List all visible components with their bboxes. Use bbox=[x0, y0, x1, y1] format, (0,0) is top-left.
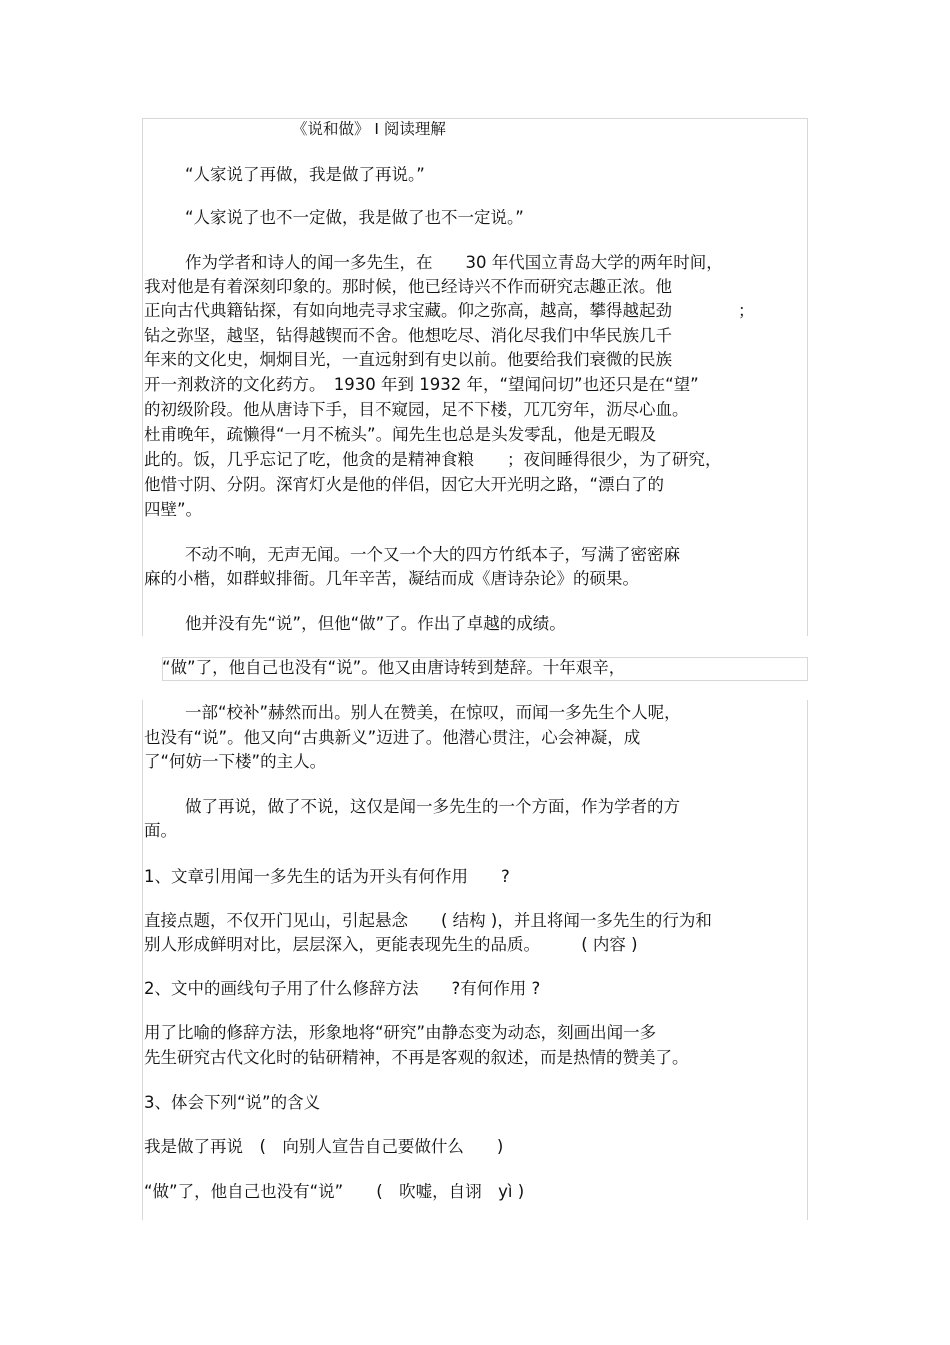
paragraph-line: 开一剂救济的文化药方。 1930 年到 1932 年，“望闻问切”也还只是在“望” bbox=[144, 375, 699, 394]
answer-line: 别人形成鲜明对比，层层深入，更能表现先生的品质。 ( 内容 ) bbox=[144, 935, 638, 954]
question-2: 2、文中的画线句子用了什么修辞方法 ?有何作用 ? bbox=[144, 979, 541, 998]
document-title: 《说和做》 I 阅读理解 bbox=[292, 120, 446, 138]
paragraph-line: 正向古代典籍钻探，有如向地壳寻求宝藏。仰之弥高，越高，攀得越起劲 ； bbox=[144, 301, 755, 320]
paragraph-line: 钻之弥坚，越坚，钻得越锲而不舍。他想吃尽、消化尽我们中华民族几千 bbox=[144, 326, 672, 345]
paragraph-line: 年来的文化史，炯炯目光，一直远射到有史以前。他要给我们衰微的民族 bbox=[144, 350, 672, 369]
paragraph-line: 他并没有先“说”，但他“做”了。作出了卓越的成绩。 bbox=[185, 614, 566, 633]
quote-line: “人家说了也不一定做，我是做了也不一定说。” bbox=[185, 208, 524, 227]
paragraph-line: 的初级阶段。他从唐诗下手，目不窥园，足不下楼，兀兀穷年，沥尽心血。 bbox=[144, 400, 689, 419]
answer-line: 直接点题，不仅开门见山，引起悬念 ( 结构 )，并且将闻一多先生的行为和 bbox=[144, 911, 712, 930]
paragraph-line: 杜甫晚年，疏懒得“一月不梳头”。闻先生也总是头发零乱，他是无暇及 bbox=[144, 425, 657, 444]
paragraph-line: 麻的小楷，如群蚁排衙。几年辛苦，凝结而成《唐诗杂论》的硕果。 bbox=[144, 569, 639, 588]
question-3: 3、体会下列“说”的含义 bbox=[144, 1093, 321, 1112]
paragraph-line: 面。 bbox=[144, 821, 177, 840]
paragraph-line: 此的。饭，几乎忘记了吃，他贪的是精神食粮 ；夜间睡得很少，为了研究， bbox=[144, 450, 722, 469]
paragraph-line: 了“何妨一下楼”的主人。 bbox=[144, 752, 327, 771]
paragraph-line: 也没有“说”。他又向“古典新义”迈进了。他潜心贯注，心会神凝，成 bbox=[144, 728, 641, 747]
quote-line: “人家说了再做，我是做了再说。” bbox=[185, 165, 425, 184]
question-1: 1、文章引用闻一多先生的话为开头有何作用 ? bbox=[144, 867, 510, 886]
paragraph-line: 不动不响，无声无闻。一个又一个大的四方竹纸本子，写满了密密麻 bbox=[185, 545, 680, 564]
paragraph-line: 作为学者和诗人的闻一多先生，在 30 年代国立青岛大学的两年时间， bbox=[185, 253, 723, 272]
answer-line: 我是做了再说 ( 向别人宣告自己要做什么 ) bbox=[144, 1137, 504, 1156]
paragraph-line: 一部“校补”赫然而出。别人在赞美，在惊叹，而闻一多先生个人呢， bbox=[185, 703, 681, 722]
paragraph-line: 他惜寸阴、分阴。深宵灯火是他的伴侣，因它大开光明之路，“漂白了的 bbox=[144, 475, 665, 494]
paragraph-line: “做”了，他自己也没有“说”。他又由唐诗转到楚辞。十年艰辛， bbox=[162, 658, 626, 677]
paragraph-line: 做了再说，做了不说，这仅是闻一多先生的一个方面，作为学者的方 bbox=[185, 797, 680, 816]
paragraph-line: 我对他是有着深刻印象的。那时候，他已经诗兴不作而研究志趣正浓。他 bbox=[144, 277, 672, 296]
answer-line: 先生研究古代文化时的钻研精神，不再是客观的叙述，而是热情的赞美了。 bbox=[144, 1048, 689, 1067]
answer-line: 用了比喻的修辞方法，形象地将“研究”由静态变为动态，刻画出闻一多 bbox=[144, 1023, 657, 1042]
answer-line: “做”了，他自己也没有“说” ( 吹嘘，自诩 yì ) bbox=[144, 1182, 525, 1201]
paragraph-line: 四壁”。 bbox=[144, 500, 203, 519]
